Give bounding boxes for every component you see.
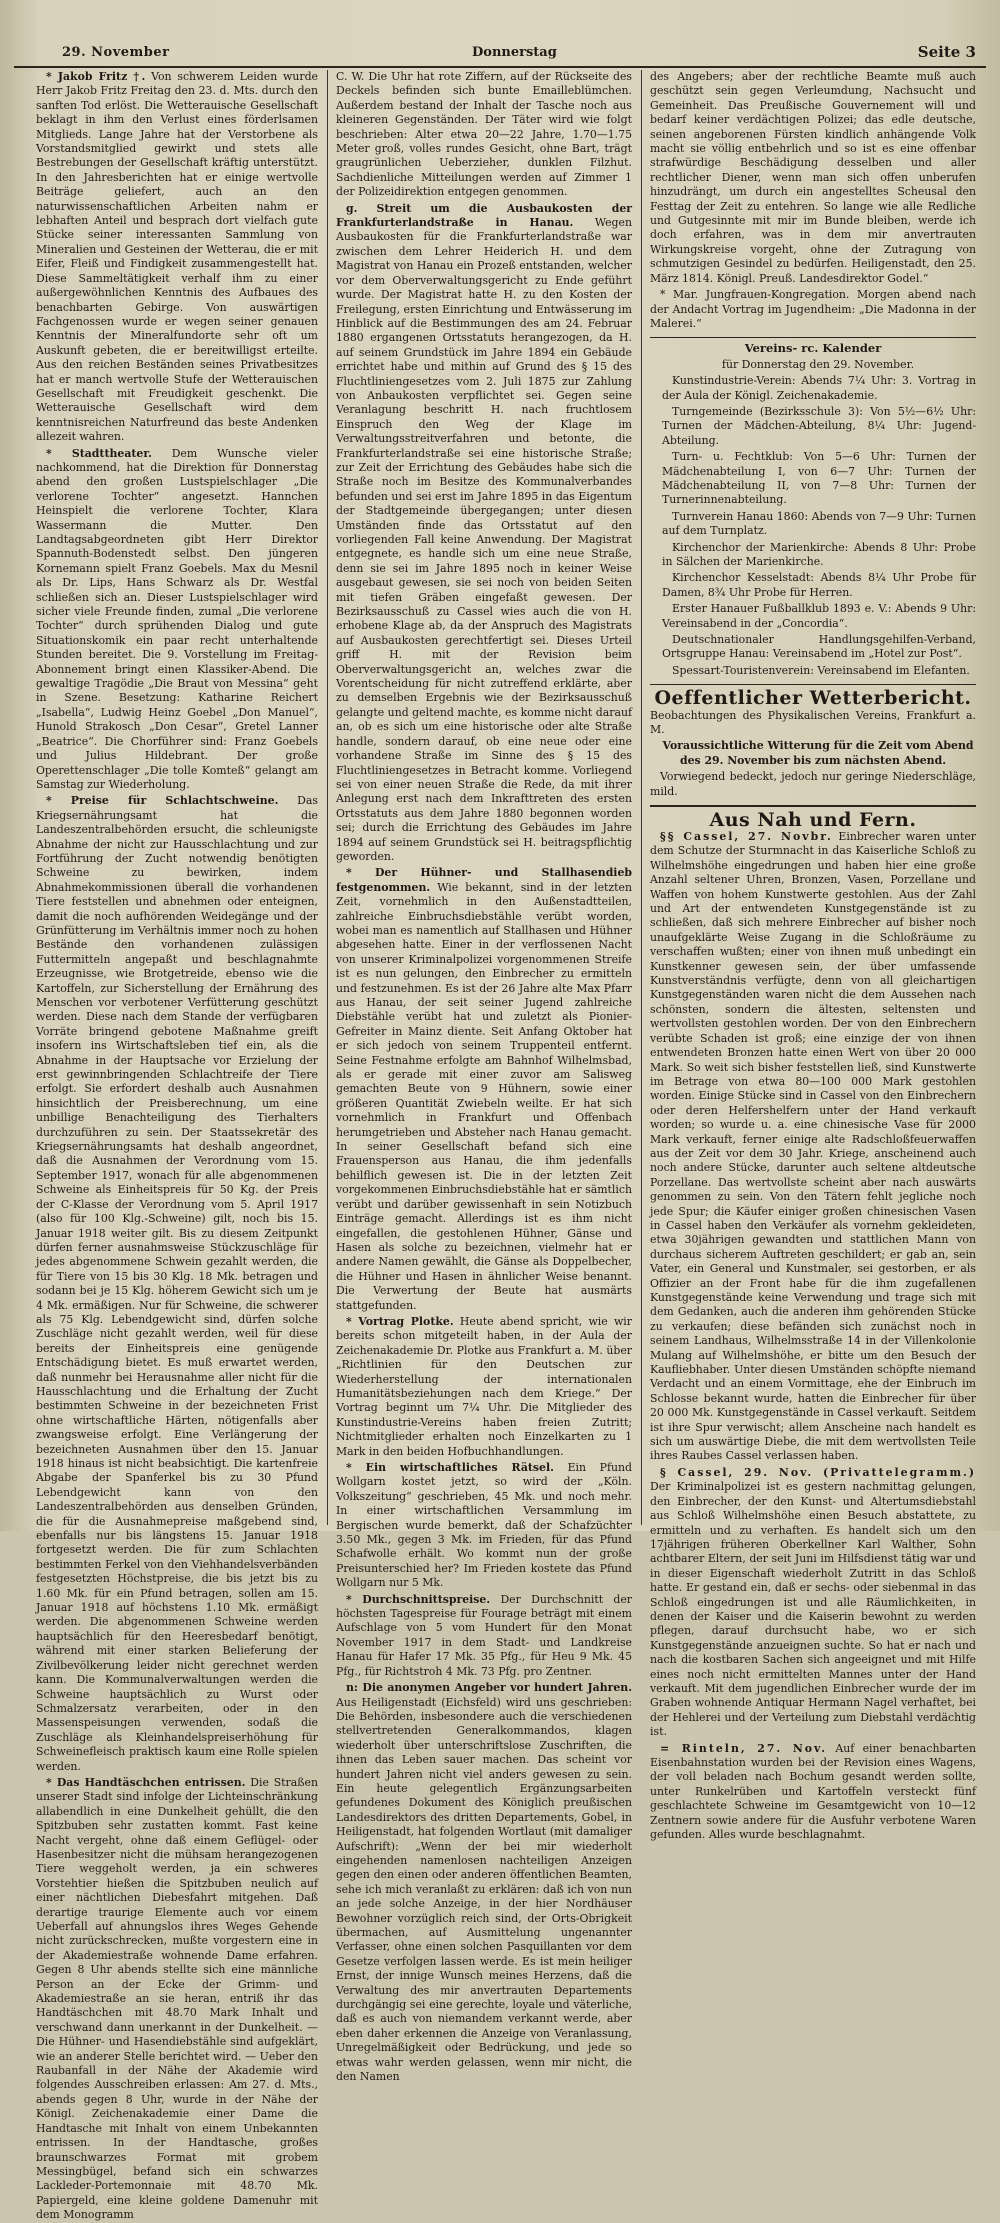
header-date: 29. November (62, 45, 170, 60)
article-lead: * Ein wirtschaftliches Rätsel. (346, 1461, 554, 1474)
article-lead: g. Streit um die Ausbaukosten der Frankfurterlandstraße in Hanau. (336, 201, 632, 230)
calendar-entry: Turngemeinde (Bezirksschule 3): Von 5½—6½ Uhr: Turnen der Mädchen-Abteilung, 8¼ Uhr: Jugend-Abteilung. (662, 404, 976, 447)
column-3 (650, 70, 977, 1842)
article-body: Aus Heiligenstadt (Eichsfeld) wird uns geschrieben: Die Behörden, insbesondere auch die verschiedenen stellvertretenden Generalkommandos, klagen wiederholt über unterschriftslose Zuschriften, die ihnen das Leben sauer machen. Das scheint vor hundert Jahren nicht viel anders gewesen zu sein. Ein heute gelegentlich Ergänzungsarbeiten gefundenes Dokument des Königlich preußischen Landesdirektors des dritten Departements, Gobel, in Heiligenstadt, hat folgenden Wortlaut (mit damaliger Aufschrift): „Wenn der bei mir wiederholt eingehenden namenlosen nachteiligen Anzeigen gegen den einen oder anderen öffentlichen Beamten, sehe ich mich veranlaßt zu erklären: daß ich von nun an jede solche Anzeige, in der hier Nordhäuser Bewohner vorzüglich reich sind, der Orts-Obrigkeit übermachen, auf Ausmittelung ungenannter Verfasser, ohne einen solchen Pasquillanten vor dem Gesetze verfolgen lassen werde. Es ist mein heiliger Ernst, der innige Wunsch meines Herzens, daß die Verwaltung des mir anvertrauten Departements durchgängig sei eine gerechte, loyale und väterliche, daß es auch von niemandem verkannt werde, aber eben daher erkennen die Anzeige von Veranlassung, Unregelmäßigkeit oder Bedrückung, und jede so etwas wahr werden gelassen, wenn mir nicht, die den Namen (336, 1695, 632, 2084)
section-divider (650, 805, 976, 807)
article (336, 1681, 632, 2084)
article-body: Das Kriegsernährungsamt hat die Landeszentralbehörden ersucht, die schleunigste Abnahme der nicht zur Hausschlachtung und zur Fortführung der Zucht notwendig benötigten Schweine zu bewirken, indem Abnahmekommissionen überall die vorhandenen Tiere feststellen und abnehmen oder enteignen, damit die noch aufhörenden Weidegänge und der Grünfütterung im Verhältnis immer noch zu hohen Bestände den vorhandenen zulässigen Futtermitteln angepaßt und beschlagnahmte Erzeugnisse, wie Brotgetreide, ebenso wie die Kartoffeln, zur Sicherstellung der Ernährung des Menschen vor verbotener Verfütterung geschützt werden. Diese nach dem Stande der verfügbaren Vorräte bringend gebotene Maßnahme greift insofern ins Wirtschaftsleben tief ein, als die Abnahme in der Hauptsache vor Erzielung der erst gewinnbringenden Schlachtreife der Tiere erfolgt. Sie erfordert deshalb auch Ausnahmen hinsichtlich der Preisberechnung, um eine unbillige Benachteiligung des Tierhalters durchzuführen zu sein. Der Staatssekretär des Kriegsernährungsamts hat deshalb angeordnet, daß die Ausnahmen der Verordnung vom 15. September 1917, wonach für alle abgenommenen Schweine als Einheitspreis für 50 Kg. der Preis der C-Klasse der Verordnung vom 5. April 1917 (also für 100 Klg.-Schweine) gilt, noch bis 15. Januar 1918 weiter gilt. Bis zu diesem Zeitpunkt dürfen ferner ausnahmsweise Stückzuschläge für jedes abgenommene Schwein gezahlt werden, die für Tiere von 15 bis 30 Klg. 18 Mk. betragen und sodann bei je 15 Klg. höherem Gewicht sich um je 4 Mk. ermäßigen. Nur für Schweine, die schwerer als 75 Klg. Lebendgewicht sind, dürfen solche Zuschläge nicht gezahlt werden, weil für diese bereits der Einheitspreis eine genügende Entschädigung bietet. Es muß erwartet werden, daß nunmehr bei Herausnahme aller nicht für die Hausschlachtung und die Erhaltung der Zucht bestimmten Schweine in der bezeichneten Frist ohne wirtschaftliche Härten, nötigenfalls aber zwangsweise erfolgt. Eine Verlängerung der bezeichneten Ausnahmen über den 15. Januar 1918 hinaus ist nicht beabsichtigt. Die kartenfreie Abgabe der Spanferkel bis zu 30 Pfund Lebendgewicht kann von den Landeszentralbehörden aus denselben Gründen, die für die Ausnahmepreise maßgebend sind, ebenfalls nur bis längstens 15. Januar 1918 fortgesetzt werden. Die für zum Schlachten bestimmten Ferkel von den Viehhandelsverbänden festgesetzten Höchstpreise, die bis jetzt bis zu 1.60 Mk. für ein Pfund betragen, sollen am 15. Januar 1918 auf höchstens 1.10 Mk. ermäßigt werden. Die abgenommenen Schweine werden hauptsächlich für den Heeresbedarf benötigt, während mit einer starken Belieferung der Zivilbevölkerung leider nicht gerechnet werden kann. Die Kommunalverwaltungen werden die Schweine hauptsächlich zu Wurst oder Schmalzersatz verarbeiten, oder in den Massenspeisungen verwenden, sodaß die Zuschläge als Kleinhandelspreiserhöhung für Schweinefleisch praktisch kaum eine Rolle spielen werden. (36, 794, 318, 1773)
article (336, 70, 632, 200)
article-lead: * Preise für Schlachtschweine. (46, 794, 279, 808)
article (36, 1776, 318, 2223)
page-header (14, 44, 986, 68)
news-body: Einbrecher waren unter dem Schutze der Sturmnacht in das Kaiserliche Schloß zu Wilhelmshöhe eingedrungen und haben hier eine große Anzahl seltener Uhren, Bronzen, Vasen, Porzellane und Waffen von hohem Kunstwerte gestohlen. Aus der Zahl und Art der entwendeten Kunstgegenstände ist zu schließen, daß sich mehrere Einbrecher auf bisher noch unaufgeklärte Weise Zugang in die Schloßräume zu verschaffen wußten; einer von ihnen muß unbedingt ein Kunstkenner gewesen sein, der über umfassende Kunstverständnis verfügte, denn von all gleichartigen Kunstgegenständen waren nicht die dem Aussehen nach schönsten, sondern die ältesten, seltensten und wertvollsten gestohlen worden. Der von den Einbrechern verübte Schaden ist groß; eine einzige der von ihnen entwendeten Bronzen hatte einen Wert von über 20 000 Mark. So weit sich bisher feststellen ließ, sind Kunstwerte im Betrage von etwa 80—100 000 Mark gestohlen worden. Einige Stücke sind in Cassel von den Einbrechern oder deren Helfershelfern unter der Hand verkauft worden; so wurde u. a. eine chinesische Vase für 2000 Mark verkauft, ferner einige alte Radschloßfeuerwaffen aus der Zeit vor dem 30 Jahr. Kriege, anscheinend auch noch andere Stücke, darunter auch seltene altdeutsche Porzellane. Das wertvollste scheint aber nach auswärts genommen zu sein. Von den Tätern fehlt jegliche noch jede Spur; die Käufer einiger großen chinesischen Vasen in Cassel haben den Verkäufer als vornehm gekleideten, etwa 30jährigen gewandten und stattlichen Mann von durchaus sicherem Auftreten geschildert; er gab an, sein Vater, ein General und Kunstmaler, sei gestorben, er als Offizier an der Front habe für die ihm zugefallenen Kunstgegenstände keine Verwendung und trage sich mit dem Gedanken, auch die anderen ihm gehörenden Stücke zu verkaufen; diese befänden sich zunächst noch in seinem Landhaus, Wilhelmsstraße 14 in der Villenkolonie Mulang auf Wilhelmshöhe, er bitte um den Besuch der Kaufliebhaber. Unter diesen Umständen schöpfte niemand Verdacht und an einem Vormittage, ehe der Einbruch im Schlosse bekannt wurde, hatten die Einbrecher für über 20 000 Mk. Kunstgegenstände in Cassel verkauft. Seitdem ist ihre Spur verwischt; allem Anscheine nach handelt es sich um auswärtige Diebe, die mit dem wertvollsten Teile ihres Raubes Cassel verlassen haben. (650, 830, 977, 1463)
calendar-entry: Kirchenchor Kesselstadt: Abends 8¼ Uhr Probe für Damen, 8¾ Uhr Probe für Herren. (662, 571, 976, 599)
article (336, 202, 632, 865)
article-lead: * Das Handtäschchen entrissen. (46, 1775, 246, 1789)
news-body: Der Kriminalpolizei ist es gestern nachmittag gelungen, den Einbrecher, der den Kunst- und Altertumsdiebstahl aus Schloß Wilhelmshöhe einen Besuch abstattete, zu ermitteln und zu verhaften. Es handelt sich um den 17jährigen früheren Oberkellner Karl Walther, Sohn achtbarer Eltern, der seit Juni im Hilfsdienst tätig war und in dieser Eigenschaft wiederholt Zutritt in das Schloß hatte. Er gestand ein, daß er sechs- oder siebenmal in das Schloß eingedrungen ist und alle Räumlichkeiten, in denen der Kaiser und die Kaiserin bewohnt zu werden pflegen, darauf durchsucht habe, wo er sich Kunstgegenstände anzueignen suchte. So hat er nach und nach die kostbaren Sachen sich angeeignet und mit Hilfe eines noch nicht ermittelten Mannes unter der Hand verkauft. Mit dem jugendlichen Einbrecher wurde der im Graben wohnende Antiquar Hermann Nagel verhaftet, bei der Hehlerei und der Verteilung zum Diebstahl verdächtig ist. (650, 1480, 976, 1739)
column-rule-1 (327, 70, 328, 1525)
article-lead: * Durchschnittspreise. (346, 1592, 491, 1606)
news-item (650, 1466, 976, 1740)
article-lead: * Stadttheater. (46, 446, 152, 460)
event-calendar (650, 337, 976, 685)
article (336, 1315, 632, 1459)
article: * Mar. Jungfrauen-Kongregation. Morgen abend nach der Andacht Vortrag im Jugendheim: „Die Madonna in der Malerei.“ (650, 288, 976, 330)
header-page-number: Seite 3 (917, 43, 976, 61)
weather-report-title: Oeffentlicher Wetterbericht. (654, 687, 972, 710)
article (36, 70, 318, 445)
article (36, 447, 318, 793)
article (36, 794, 318, 1774)
news-body: Auf einer benachbarten Eisenbahnstation wurden bei der Revision eines Wagens, der voll beladen nach Bochum gesandt werden sollte, unter Runkelrüben und Kartoffeln versteckt fünf geschlachtete Schweine im Gesamtgewicht von 10—12 Zentnern sowie andere für die Ausfuhr verbotene Waren gefunden. Alles wurde beschlagnahmt. (650, 1741, 976, 1842)
article (336, 1461, 632, 1591)
news-item (650, 830, 976, 1464)
article-body: C. W. Die Uhr hat rote Ziffern, auf der Rückseite des Deckels befinden sich bunte Emailleblümchen. Außerdem bestand der Inhalt der Tasche noch aus kleineren Gegenständen. Der Täter wird wie folgt beschrieben: Alter etwa 20—22 Jahre, 1.70—1.75 Meter groß, volles rundes Gesicht, ohne Bart, trägt graugrünlichen Ueberzieher, dunklen Filzhut. Sachdienliche Mitteilungen werden auf Zimmer 1 der Polizeidirektion entgegen genommen. (336, 70, 632, 199)
article-body: Von schwerem Leiden wurde Herr Jakob Fritz Freitag den 23. d. Mts. durch den sanften Tod erlöst. Die Wetterauische Gesellschaft beklagt in ihm den Verlust eines förderlsamen Mitglieds. Lange Jahre hat der Verstorbene als Vorstandsmitglied gewirkt und stets alle Bestrebungen der Gesellschaft kräftig unterstützt. In den Jahresberichten hat er einige wertvolle Beiträge geliefert, auch an den naturwissenschaftlichen Arbeiten nahm er lebhaften Anteil und besprach dort vielfach gute Stücke seiner interessanten Sammlung von Mineralien und Gesteinen der Wetterau, die er mit Eifer, Fleiß und Findigkeit zusammengestellt hat. Diese Sammeltätigkeit verhalf ihm zu einer außergewöhnlichen Kenntnis des Aufbaues des benachbarten Gebirge. Von auswärtigen Fachgenossen wurde er wegen seiner genauen Kenntnis der Mineralfundorte sehr oft um Auskunft gebeten, die er bereitwilligst erteilte. Aus den reichen Beständen seines Privatbesitzes hat er manch wertvolle Stufe der Wetterauischen Gesellschaft mit Freudigkeit geschenkt. Die Wetterauische Gesellschaft wird dem kenntnisreichen Naturfreund das beste Andenken allezeit wahren. (36, 70, 318, 444)
column-rule-2 (641, 70, 642, 1525)
weather-forecast: Vorwiegend bedeckt, jedoch nur geringe Niederschläge, mild. (650, 770, 976, 798)
news-dateline: = Rinteln, 27. Nov. (660, 1741, 828, 1755)
article-body: Wegen Ausbaukosten für die Frankfurterlandstraße war zwischen dem Lehrer Heiderich H. und dem Magistrat von Hanau ein Prozeß entstanden, welcher vor dem Oberverwaltungsgericht zu Ende geführt wurde. Der Magistrat hatte H. zu den Kosten der Freilegung, ersten Einrichtung und Entwässerung im Hinblick auf die Bestimmungen des am 24. Februar 1880 ergangenen Ortsstatuts herangezogen, da H. auf seinem Grundstück im Jahre 1894 ein Gebäude errichtet habe und mithin auf Grund des § 15 des Fluchtliniengesetzes vom 2. Juli 1875 zur Zahlung von Anbaukosten verpflichtet sei. Gegen seine Veranlagung beschritt H. nach fruchtlosem Einspruch den Weg der Klage im Verwaltungsstreitverfahren und betonte, die Frankfurterlandstraße sei eine historische Straße; zur Zeit der Errichtung des Gebäudes habe sich die Straße noch im Besitze des Kommunalverbandes befunden und sei erst im Jahre 1895 in das Eigentum der Stadtgemeinde übergegangen; unter diesen Umständen finde das Ortsstatut auf den vorliegenden Fall keine Anwendung. Der Magistrat entgegnete, es handle sich um eine neue Straße, denn sie sei im Jahre 1895 noch in keiner Weise ausgebaut gewesen, sie sei noch von beiden Seiten mit tiefen Gräben eingefaßt gewesen. Der Bezirksausschuß zu Cassel wies auch die von H. erhobene Klage ab, da der Anspruch des Magistrats auf Ausbaukosten gerechtfertigt sei. Dieses Urteil griff H. mit der Revision beim Oberverwaltungsgericht an, welches zwar die Vorentscheidung für nicht zutreffend erklärte, aber zu demselben Ergebnis wie der Bezirksausschuß gelangte und geltend machte, es komme nicht darauf an, ob es sich um eine historische oder alte Straße handle, sondern darauf, ob eine neue oder eine vorhandene Straße im Sinne des § 15 des Fluchtliniengesetzes in Betracht komme. Vorliegend sei von einer neuen Straße die Rede, da mit ihrer Anlegung erst nach dem Inkrafttreten des ersten Ortsstatuts aus dem Jahre 1880 begonnen worden sei; durch die Errichtung des Gebäudes im Jahre 1894 auf seinem Grundstück sei H. beitragspflichtig geworden. (336, 216, 632, 863)
calendar-entry: Spessart-Touristenverein: Vereinsabend im Elefanten. (672, 663, 970, 677)
calendar-title: Vereins- rc. Kalender (744, 341, 882, 356)
article-body: Die Straßen unserer Stadt sind infolge der Lichteinschränkung allabendlich in eine Dunkelheit gehüllt, die den Spitzbuben sehr zustatten kommt. Fast keine Nacht vergeht, ohne daß einem Geflügel- oder Hasenbesitzer nicht die mühsam herangezogenen Tiere weggeholt werden, ja ein schweres Vorstehtier hießen die Spitzbuben neulich auf einer nächtlichen Diebesfahrt mitgehen. Daß derartige traurige Elemente auch vor einem Ueberfall auf ahnungslos ihres Weges Gehende nicht zurückschrecken, mußte vorgestern eine in der Akademiestraße wohnende Dame erfahren. Gegen 8 Uhr abends stellte sich eine männliche Person an der Ecke der Grimm- und Akademiestraße an sie heran, entriß ihr das Handtäschchen mit 48.70 Mark Inhalt und verschwand dann unerkannt in der Dunkelheit. — Die Hühner- und Hasendiebstähle sind aufgeklärt, wie an anderer Stelle berichtet wird. — Ueber den Raubanfall in der Nähe der Akademie wird folgendes Ausschreiben erlassen: Am 27. d. Mts., abends gegen 8 Uhr, wurde in der Nähe der Königl. Zeichenakademie einer Dame die Handtasche mit Inhalt von einem Unbekannten entrissen. In der Handtasche, großes braunschwarzes Format mit grobem Messingbügel, befand sich ein schwarzes Lackleder-Portemonnaie mit 48.70 Mk. Papiergeld, eine kleine goldene Damenuhr mit dem Monogramm (36, 1775, 318, 2222)
article-lead: * Jakob Fritz †. (46, 70, 146, 83)
column-1 (36, 70, 318, 2222)
article-lead: n: Die anonymen Angeber vor hundert Jahren. (346, 1681, 632, 1695)
news-dateline: §§ Cassel, 27. Novbr. (660, 830, 833, 843)
calendar-entry: Kirchenchor der Marienkirche: Abends 8 Uhr: Probe in Sälchen der Marienkirche. (662, 540, 976, 568)
article-body: Heute abend spricht, wie wir bereits schon mitgeteilt haben, in der Aula der Zeichenakademie Dr. Plotke aus Frankfurt a. M. über „Richtlinien für den Deutschen zur Wiederherstellung der internationalen Humanitätsbeziehungen nach dem Kriege.“ Der Vortrag beginnt um 7¼ Uhr. Die Mitglieder des Kunstindustrie-Vereins haben freien Zutritt; Nichtmitglieder erhalten noch Einzelkarten zu 1 Mark in den beiden Hofbuchhandlungen. (336, 1314, 632, 1458)
article (336, 866, 632, 1313)
article (336, 1593, 632, 1679)
weather-source: Beobachtungen des Physikalischen Vereins, Frankfurt a. M. (650, 708, 976, 737)
article-body: Dem Wunsche vieler nachkommend, hat die Direktion für Donnerstag abend den großen Lustspielschlager „Die verlorene Tochter“ angesetzt. Hannchen Heinspielt die verlorene Tochter, Klara Wassermann die Mutter. Den Landtagsabgeordneten gibt Herr Direktor Spannuth-Bodenstedt selbst. Den jüngeren Kornemann spielt Franz Goebels. Max du Mesnil als Dr. Lips, Hans Schwarz als Dr. Westfal schließen sich an. Dieser Lustspielschlager wird sicher viele Freunde finden, zumal „Die verlorene Tochter“ durch sprühenden Dialog und gute Situationskomik ein paar recht unterhaltende Stunden bereitet. Die 9. Vorstellung im Freitag-Abonnement bringt einen Klassiker-Abend. Die gewaltige Tragödie „Die Braut von Messina“ geht in Szene. Besetzung: Katharine Reichert „Isabella“, Ludwig Heinz Goebel „Don Manuel“, Hunold Strakosch „Don Cesar“, Gretel Lanner „Beatrice“. Die Chorführer sind: Franz Goebels und Julius Hildebrant. Der große Operettenschlager „Die tolle Komteß“ gelangt am Samstag zur Wiederholung. (36, 446, 318, 791)
calendar-entry: Erster Hanauer Fußballklub 1893 e. V.: Abends 9 Uhr: Vereinsabend in der „Concordia“. (662, 602, 976, 630)
article-body: Ein Pfund Wollgarn kostet jetzt, so wird der „Köln. Volkszeitung“ geschrieben, 45 Mk. und noch mehr. In einer wirtschaftlichen Versammlung im Bergischen wurde bemerkt, daß der Schafzüchter 3.50 Mk., gegen 3 Mk. im Frieden, für das Pfund Schafwolle erhält. Wo kommt nun der große Preisunterschied her? Im Frieden kostete das Pfund Wollgarn nur 5 Mk. (336, 1461, 632, 1590)
column-2 (336, 70, 633, 2084)
article-continued: des Angebers; aber der rechtliche Beamte muß auch geschützt sein gegen Verleumdung, Nachsucht und Gemeinheit. Das Preußische Gouvernement will und bedarf keiner verdächtigen Polizei; das edle deutsche, seinen angeborenen Fürsten kindlich anhängende Volk macht sie völlig entbehrlich und so ist es eine offenbar strafwürdige Beschädigung desselben und aller rechtlicher Diener, wenn man sich offen unberufen hinzudrängt, um durch ein angestelltes Scheusal den Festtag der Zeit zu entehren. So lange wie alle Redliche und Gutgesinnte mit mir im Bunde bleiben, werde ich doch erfahren, was in dem mir anvertrauten Wirkungskreise vorgeht, ohne der Zutragung von schmutzigen Gesindel zu bedürfen. Heiligenstadt, den 25. März 1814. Königl. Preuß. Landesdirektor Godel.“ (650, 70, 976, 285)
news-dateline: § Cassel, 29. Nov. (Privattelegramm.) (660, 1465, 976, 1479)
section-title: Aus Nah und Fern. (709, 808, 917, 831)
calendar-entry: Deutschnationaler Handlungsgehilfen-Verband, Ortsgruppe Hanau: Vereinsabend im „Hotel zur Post“. (662, 633, 976, 661)
article-lead: * Der Hühner- und Stallhasendieb festgenommen. (336, 866, 632, 894)
calendar-entry: Kunstindustrie-Verein: Abends 7¼ Uhr: 3. Vortrag in der Aula der Königl. Zeichenakademie. (662, 374, 976, 402)
calendar-entry: Turn- u. Fechtklub: Von 5—6 Uhr: Turnen der Mädchenabteilung I, von 6—7 Uhr: Turnen der Mädchenabteilung II, von 7—8 Uhr: Turnen der Turnerinnenabteilung. (662, 450, 976, 507)
calendar-subtitle: für Donnerstag den 29. November. (721, 357, 915, 371)
article-lead: * Vortrag Plotke. (346, 1314, 454, 1328)
article-body: Der Durchschnitt der höchsten Tagespreise für Fourage beträgt mit einem Aufschlage von 5 vom Hundert für den Monat November 1917 in dem Stadt- und Landkreise Hanau für Hafer 17 Mk. 35 Pfg., für Heu 9 Mk. 45 Pfg., für Richtstroh 4 Mk. 73 Pfg. pro Zentner. (336, 1592, 633, 1678)
weather-forecast-heading: Voraussichtliche Witterung für die Zeit vom Abend des 29. November bis zum nächsten Abend. (662, 739, 974, 767)
calendar-entry: Turnverein Hanau 1860: Abends von 7—9 Uhr: Turnen auf dem Turnplatz. (662, 509, 976, 538)
header-weekday: Donnerstag (472, 45, 557, 60)
article-body: Wie bekannt, sind in der letzten Zeit, vornehmlich in den Außenstadtteilen, zahlreiche Einbruchsdiebstähle verübt worden, wobei man es namentlich auf Stallhasen und Hühner abgesehen hatte. Einer in der verflossenen Nacht von unserer Kriminalpolizei vorgenommenen Streife ist es nun gelungen, den Einbrecher zu ermitteln und festzunehmen. Es ist der 26 Jahre alte Max Pfarr aus Hanau, der seit seiner Jugend zahlreiche Diebstähle verübt hat und zuletzt als Pionier-Gefreiter in Mainz diente. Seit Anfang Oktober hat er sich jedoch von seinem Truppenteil entfernt. Seine Festnahme erfolgte am Bahnhof Wilhelmsbad, als er gerade mit einer zuvor am Salisweg gemachten Beute von 9 Hühnern, sowie einer größeren Quantität Zwiebeln weilte. Er hat sich vornehmlich in Frankfurt und Offenbach herumgetrieben und Absteher nach Hanau gemacht. In seiner Gesellschaft befand sich eine Frauensperson aus Hanau, die ihm jedenfalls behilflich gewesen ist. Die in der letzten Zeit vorgekommenen Einbruchsdiebstähle hat er sämtlich verübt und darüber gewissenhaft in sein Notizbuch Einträge gemacht. Allerdings ist es ihm nicht eingefallen, die gestohlenen Hühner, Gänse und Hasen als solche zu bezeichnen, vielmehr hat er andere Namen gewählt, die Gänse als Doppelbecher, die Hühner und Hasen in ähnlicher Weise benannt. Die Verwertung der Beute hat ausmärts stattgefunden. (336, 880, 632, 1312)
news-item (650, 1742, 976, 1843)
